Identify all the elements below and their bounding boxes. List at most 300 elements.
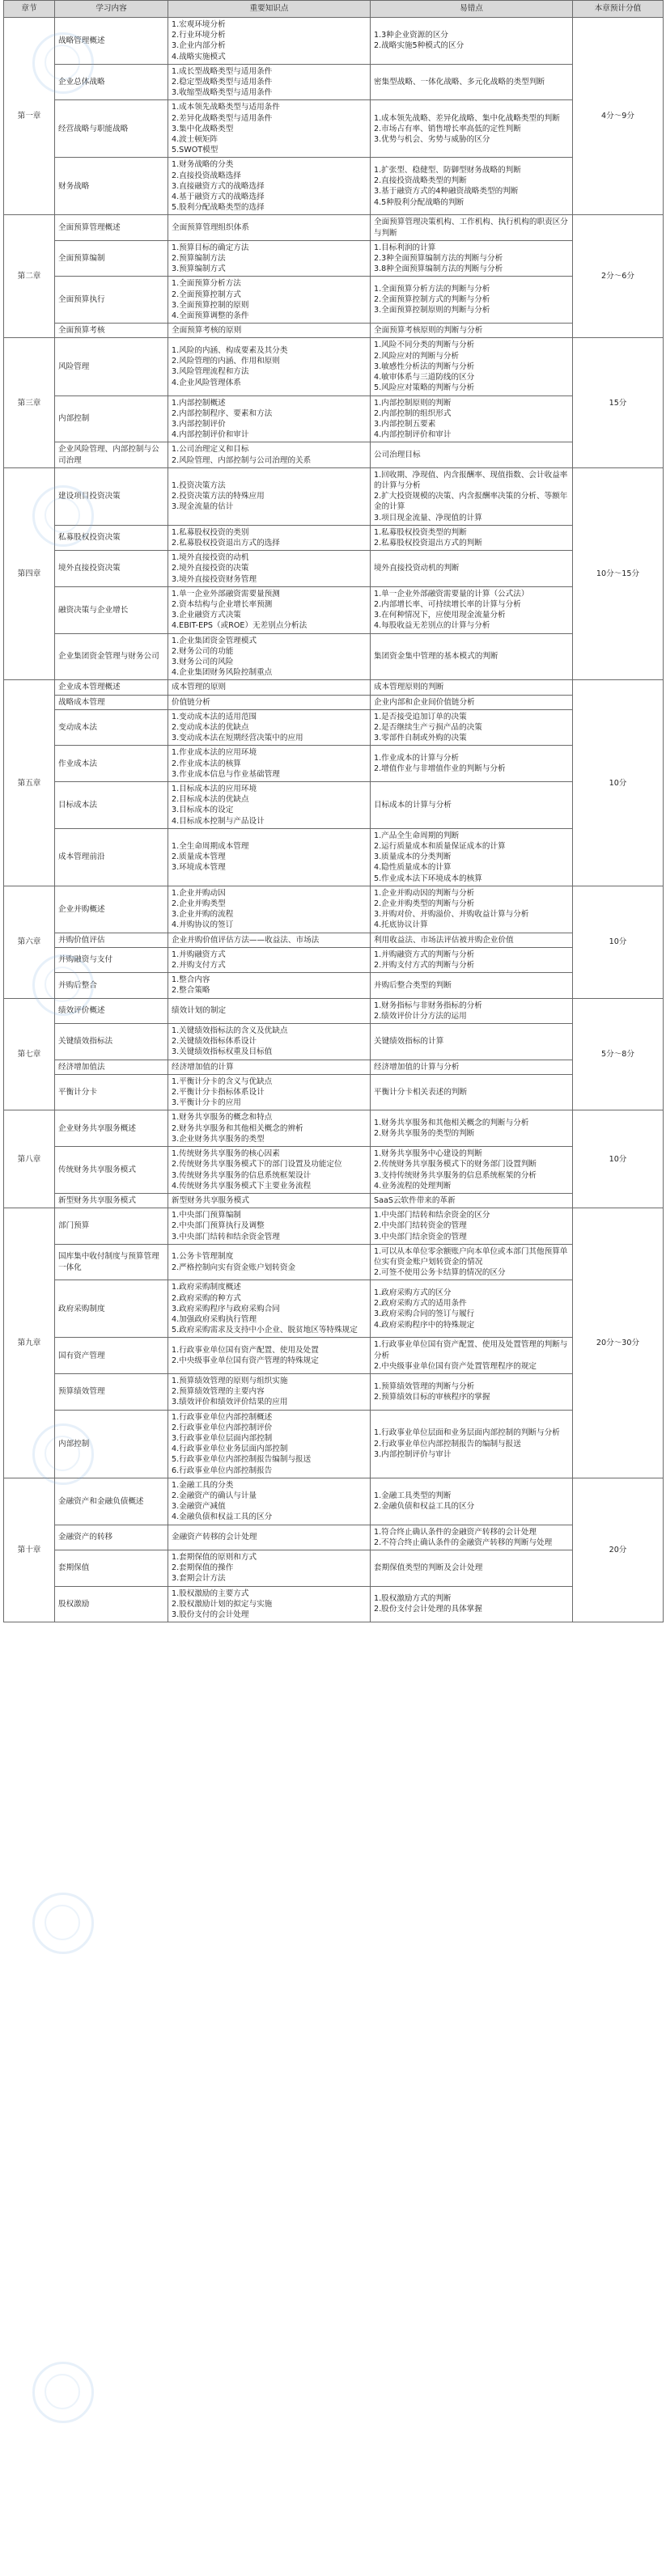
key-point-line: 3.财务公司的风险 xyxy=(172,657,234,666)
key-point-line: 3.股份支付的会计处理 xyxy=(172,1610,249,1620)
error-point-line: 2.战略实施5种模式的区分 xyxy=(374,41,465,51)
key-point-line: 1.关键绩效指标法的含义及优缺点 xyxy=(172,1026,288,1036)
topic-cell: 企业财务共享服务概述 xyxy=(55,1110,168,1147)
key-point-line: 2.预算编制方法 xyxy=(172,254,226,264)
key-point-line: 4.波士顿矩阵 xyxy=(172,135,218,145)
topic-cell: 全面预算执行 xyxy=(55,277,168,324)
score-cell: 2分～6分 xyxy=(573,215,664,338)
error-point-line: 1.符合终止确认条件的金融资产转移的会计处理 xyxy=(374,1527,537,1537)
key-points-cell xyxy=(168,1586,371,1622)
key-point-line: 2.境外直接投资的决策 xyxy=(172,564,249,573)
table-row xyxy=(4,633,664,680)
key-point-line: 3.收缩型战略类型与适用条件 xyxy=(172,88,273,98)
key-points-cell xyxy=(168,18,371,65)
error-point-line: 集团资金集中管理的基本模式的判断 xyxy=(374,652,498,662)
key-point-line: 3.作业成本信息与作业基础管理 xyxy=(172,769,280,779)
key-points-cell xyxy=(168,442,371,467)
error-point-line: 利用收益法、市场法评估被并购企业价值 xyxy=(374,935,514,945)
header-topic: 学习内容 xyxy=(55,1,168,18)
table-row xyxy=(4,277,664,324)
error-points-cell xyxy=(371,633,573,680)
chapter-cell: 第三章 xyxy=(4,338,55,467)
key-points-cell xyxy=(168,1525,371,1550)
key-points-cell xyxy=(168,680,371,695)
error-points-cell xyxy=(371,324,573,338)
key-point-line: 1.财务战略的分类 xyxy=(172,160,234,170)
key-point-line: 1.并购融资方式 xyxy=(172,950,226,959)
study-plan-table xyxy=(3,0,664,1622)
table-row xyxy=(4,782,664,829)
error-point-line: 3.8种全面预算编制方法的判断与分析 xyxy=(374,264,503,274)
key-points-cell xyxy=(168,525,371,550)
error-point-line: 1.私募股权投资类型的判断 xyxy=(374,527,467,537)
error-point-line: 4.政府采购程序中的特殊规定 xyxy=(374,1320,475,1330)
chapter-cell: 第一章 xyxy=(4,18,55,215)
error-point-line: 1.风险不同分类的判断与分析 xyxy=(374,341,475,350)
table-row xyxy=(4,467,664,525)
key-point-line: 2.政府采购的种方式 xyxy=(172,1293,241,1303)
chapter-cell: 第五章 xyxy=(4,680,55,886)
topic-cell: 经营战略与职能战略 xyxy=(55,100,168,158)
topic-cell: 全面预算管理概述 xyxy=(55,215,168,240)
error-point-line: 3.内部控制评价与审计 xyxy=(374,1449,452,1459)
error-point-line: 经济增加值的计算与分析 xyxy=(374,1062,460,1072)
key-point-line: 3.变动成本法在短期经营决策中的应用 xyxy=(172,734,303,743)
chapter-cell: 第二章 xyxy=(4,215,55,338)
error-points-cell xyxy=(371,338,573,395)
key-points-cell xyxy=(168,886,371,933)
error-point-line: 3.全面预算控制原则的判断与分析 xyxy=(374,306,490,315)
topic-cell: 建设项目投资决策 xyxy=(55,467,168,525)
table-row xyxy=(4,1110,664,1147)
key-points-cell xyxy=(168,1373,371,1410)
key-point-line: 4.企业风险管理体系 xyxy=(172,378,241,387)
table-row xyxy=(4,395,664,442)
key-point-line: 3.传统财务共享服务的信息系统框架设计 xyxy=(172,1170,312,1180)
chapter-cell: 第七章 xyxy=(4,998,55,1110)
key-points-cell xyxy=(168,1147,371,1194)
error-points-cell xyxy=(371,782,573,829)
error-points-cell xyxy=(371,680,573,695)
key-point-line: 4.战略实施模式 xyxy=(172,52,226,61)
table-row xyxy=(4,933,664,947)
error-point-line: 2.风险应对的判断与分析 xyxy=(374,351,460,361)
topic-cell: 传统财务共享服务模式 xyxy=(55,1147,168,1194)
score-cell: 4分～9分 xyxy=(573,18,664,215)
key-points-cell xyxy=(168,1410,371,1478)
key-point-line: 2.风险管理的内涵、作用和原则 xyxy=(172,357,280,366)
error-point-line: 4.5种股利分配战略的判断 xyxy=(374,197,465,207)
key-point-line: 1.变动成本法的适用范围 xyxy=(172,712,257,721)
key-points-cell xyxy=(168,633,371,680)
key-point-line: 2.中央部门预算执行及调整 xyxy=(172,1221,265,1231)
error-points-cell xyxy=(371,551,573,587)
key-point-line: 3.目标成本的设定 xyxy=(172,806,234,815)
key-point-line: 2.整合策略 xyxy=(172,986,210,996)
error-points-cell xyxy=(371,395,573,442)
error-points-cell xyxy=(371,586,573,633)
key-point-line: 1.平衡计分卡的含义与优缺点 xyxy=(172,1077,273,1086)
key-point-line: 3.直接融资方式的战略选择 xyxy=(172,181,265,191)
key-points-cell xyxy=(168,746,371,782)
key-point-line: 4.目标成本控制与产品设计 xyxy=(172,816,265,826)
key-point-line: 2.差异化战略类型与适用条件 xyxy=(172,113,273,123)
error-points-cell xyxy=(371,886,573,933)
table-row xyxy=(4,1024,664,1060)
table-row xyxy=(4,680,664,695)
error-point-line: 4.业务流程的处理判断 xyxy=(374,1181,452,1191)
error-point-line: 2.全面预算控制方式的判断与分析 xyxy=(374,295,490,305)
error-points-cell xyxy=(371,1147,573,1194)
key-point-line: 1.投资决策方法 xyxy=(172,480,226,490)
topic-cell: 并购后整合 xyxy=(55,973,168,998)
key-point-line: 4.行政事业单位业务层面内部控制 xyxy=(172,1445,288,1454)
error-point-line: 3.零部件自制或外购的决策 xyxy=(374,734,467,743)
error-points-cell xyxy=(371,1478,573,1525)
key-point-line: 1.金融工具的分类 xyxy=(172,1480,234,1490)
header-error-points: 易错点 xyxy=(371,1,573,18)
topic-cell: 国有资产管理 xyxy=(55,1338,168,1374)
key-point-line: 1.传统财务共享服务的核心因素 xyxy=(172,1149,280,1159)
key-point-line: 2.内部控制程序、要素和方法 xyxy=(172,408,273,418)
error-point-line: 3.政府采购合同的签订与履行 xyxy=(374,1309,475,1319)
key-point-line: 2.资本结构与企业增长率预测 xyxy=(172,599,273,609)
error-point-line: 套期保值类型的判断及会计处理 xyxy=(374,1563,483,1573)
key-point-line: 1.企业并购动因 xyxy=(172,888,226,898)
error-point-line: 1.行政事业单位层面和业务层面内部控制的判断与分析 xyxy=(374,1428,560,1438)
key-points-cell xyxy=(168,695,371,709)
error-point-line: 成本管理原则的判断 xyxy=(374,683,444,692)
error-point-line: 3.敏感性分析法的判断与分析 xyxy=(374,362,475,371)
error-point-line: 2.市场占有率、销售增长率高低的定性判断 xyxy=(374,124,521,133)
key-point-line: 企业并购价值评估方法——收益法、市场法 xyxy=(172,935,320,945)
error-point-line: 1.作业成本的计算与分析 xyxy=(374,753,460,763)
key-point-line: 1.单一企业外部融资需要量预测 xyxy=(172,589,280,599)
table-row xyxy=(4,338,664,395)
key-point-line: 2.平衡计分卡指标体系设计 xyxy=(172,1088,265,1098)
score-cell: 10分～15分 xyxy=(573,467,664,680)
key-points-cell xyxy=(168,551,371,587)
error-point-line: 4.内部控制评价和审计 xyxy=(374,430,452,440)
error-points-cell xyxy=(371,158,573,215)
error-points-cell xyxy=(371,1525,573,1550)
key-point-line: 5.SWOT模型 xyxy=(172,146,218,155)
error-point-line: 1.内部控制原则的判断 xyxy=(374,398,452,408)
key-point-line: 4.企业集团财务风险控制重点 xyxy=(172,668,273,678)
key-point-line: 3.企业内部分析 xyxy=(172,41,226,51)
error-point-line: 3.项目现金流量、净现值的计算 xyxy=(374,513,482,522)
error-points-cell xyxy=(371,1074,573,1110)
key-point-line: 4.基于融资方式的战略选择 xyxy=(172,192,265,202)
error-point-line: 1.企业并购动因的判断与分析 xyxy=(374,888,475,898)
header-score: 本章预计分值 xyxy=(573,1,664,18)
key-point-line: 1.预算绩效管理的原则与组织实施 xyxy=(172,1376,288,1385)
error-point-line: 2.并购支付方式的判断与分析 xyxy=(374,961,475,971)
table-row xyxy=(4,1410,664,1478)
key-point-line: 4.全面预算调整的条件 xyxy=(172,311,249,321)
key-point-line: 1.财务共享服务的概念和特点 xyxy=(172,1113,273,1123)
error-point-line: 关键绩效指标的计算 xyxy=(374,1037,444,1047)
table-row xyxy=(4,1060,664,1074)
error-points-cell xyxy=(371,709,573,746)
key-points-cell xyxy=(168,1074,371,1110)
key-point-line: 3.内部控制评价 xyxy=(172,419,226,429)
error-point-line: 3.优势与机会、劣势与威胁的区分 xyxy=(374,135,490,145)
error-points-cell xyxy=(371,240,573,277)
topic-cell: 作业成本法 xyxy=(55,746,168,782)
score-cell: 15分 xyxy=(573,338,664,467)
table-row xyxy=(4,1338,664,1374)
key-points-cell xyxy=(168,64,371,100)
error-point-line: 2.预算绩效目标的审核程序的掌握 xyxy=(374,1392,490,1402)
error-point-line: 2.是否继续生产亏损产品的决策 xyxy=(374,722,482,732)
table-row xyxy=(4,1074,664,1110)
key-points-cell xyxy=(168,158,371,215)
key-point-line: 2.股权激励计划的拟定与实施 xyxy=(172,1599,273,1609)
key-point-line: 2.关键绩效指标体系设计 xyxy=(172,1037,257,1047)
key-points-cell xyxy=(168,215,371,240)
topic-cell: 融资决策与企业增长 xyxy=(55,586,168,633)
chapter-cell: 第六章 xyxy=(4,886,55,998)
key-points-cell xyxy=(168,1338,371,1374)
key-point-line: 4.加强政府采购执行管理 xyxy=(172,1314,257,1324)
key-point-line: 1.政府采购制度概述 xyxy=(172,1283,241,1292)
topic-cell: 变动成本法 xyxy=(55,709,168,746)
key-points-cell xyxy=(168,933,371,947)
table-row xyxy=(4,240,664,277)
key-points-cell xyxy=(168,782,371,829)
error-point-line: 3.在何种情况下，应使用现金流量分析 xyxy=(374,611,506,620)
error-point-line: 1.全面预算分析方法的判断与分析 xyxy=(374,285,490,294)
error-point-line: 企业内部和企业间价值链分析 xyxy=(374,697,475,707)
key-points-cell xyxy=(168,395,371,442)
key-point-line: 3.境外直接投资财务管理 xyxy=(172,574,257,584)
error-point-line: 3.中央部门结余资金的管理 xyxy=(374,1232,467,1241)
key-point-line: 2.目标成本法的优缺点 xyxy=(172,795,249,805)
error-point-line: 2.私募股权投资退出方式的判断 xyxy=(374,538,482,548)
error-point-line: 1.中央部门结转和结余资金的区分 xyxy=(374,1211,490,1220)
error-point-line: 4.隐性质量成本的计算 xyxy=(374,863,452,873)
table-row xyxy=(4,886,664,933)
error-points-cell xyxy=(371,828,573,886)
key-point-line: 2.变动成本法的优缺点 xyxy=(172,722,249,732)
key-point-line: 全面预算管理组织体系 xyxy=(172,223,249,233)
key-point-line: 3.现金流量的估计 xyxy=(172,502,234,512)
key-point-line: 2.直接投资战略选择 xyxy=(172,171,241,180)
key-points-cell xyxy=(168,828,371,886)
error-point-line: 全面预算考核原则的判断与分析 xyxy=(374,326,483,336)
key-point-line: 1.宏观环境分析 xyxy=(172,20,226,29)
key-point-line: 3.行政事业单位层面内部控制 xyxy=(172,1433,273,1443)
topic-cell: 股权激励 xyxy=(55,1586,168,1622)
error-point-line: 2.中央部门结转资金的管理 xyxy=(374,1221,467,1231)
topic-cell: 企业总体战略 xyxy=(55,64,168,100)
topic-cell: 并购价值评估 xyxy=(55,933,168,947)
error-points-cell xyxy=(371,1410,573,1478)
key-point-line: 2.作业成本法的核算 xyxy=(172,759,241,768)
table-row xyxy=(4,551,664,587)
key-point-line: 2.私募股权投资退出方式的选择 xyxy=(172,538,280,548)
key-points-cell xyxy=(168,1193,371,1208)
error-point-line: 1.3种企业资源的区分 xyxy=(374,31,449,40)
key-points-cell xyxy=(168,1208,371,1245)
key-point-line: 1.行政事业单位内部控制概述 xyxy=(172,1412,273,1422)
key-point-line: 3.环境成本管理 xyxy=(172,863,226,873)
error-point-line: 公司治理目标 xyxy=(374,450,421,459)
key-point-line: 2.并购支付方式 xyxy=(172,961,226,971)
error-point-line: 1.回收期、净现值、内含报酬率、现值指数、会计收益率的计算与分析 xyxy=(374,470,568,490)
error-point-line: 1.财务指标与非财务指标的分析 xyxy=(374,1000,482,1010)
table-row xyxy=(4,998,664,1023)
key-point-line: 2.企业并购类型 xyxy=(172,899,226,909)
key-point-line: 1.内部控制概述 xyxy=(172,398,226,408)
key-point-line: 成本管理的原则 xyxy=(172,683,227,692)
key-point-line: 经济增加值的计算 xyxy=(172,1062,234,1072)
key-point-line: 1.套期保值的原则和方式 xyxy=(172,1553,257,1562)
key-point-line: 5.股利分配战略类型的选择 xyxy=(172,203,265,213)
error-point-line: 全面预算管理决策机构、工作机构、执行机构的职责区分与判断 xyxy=(374,218,568,238)
error-point-line: 1.财务共享服务和其他相关概念的判断与分析 xyxy=(374,1119,529,1128)
key-point-line: 2.严格控制向实有资金账户划转资金 xyxy=(172,1263,296,1272)
table-row xyxy=(4,1478,664,1525)
error-point-line: 3.质量成本的分类判断 xyxy=(374,852,452,862)
table-body xyxy=(4,18,664,1622)
error-point-line: 2.股份支付会计处理的具体掌握 xyxy=(374,1605,482,1614)
error-points-cell xyxy=(371,1193,573,1208)
topic-cell: 成本管理前沿 xyxy=(55,828,168,886)
key-point-line: 价值链分析 xyxy=(172,697,210,707)
key-points-cell xyxy=(168,709,371,746)
error-points-cell xyxy=(371,1338,573,1374)
error-points-cell xyxy=(371,1208,573,1245)
table-row xyxy=(4,1373,664,1410)
error-point-line: 4.托底协议计算 xyxy=(374,920,428,930)
score-cell: 10分 xyxy=(573,680,664,886)
key-point-line: 4.内部控制评价和审计 xyxy=(172,430,249,440)
score-cell: 20分 xyxy=(573,1478,664,1622)
error-point-line: 1.产品全生命周期的判断 xyxy=(374,831,460,840)
key-points-cell xyxy=(168,1244,371,1280)
key-point-line: 3.绩效评价和绩效评价结果的应用 xyxy=(172,1398,288,1407)
key-points-cell xyxy=(168,1060,371,1074)
topic-cell: 并购融资与支付 xyxy=(55,947,168,972)
key-point-line: 2.行政事业单位内部控制评价 xyxy=(172,1423,273,1432)
chapter-cell: 第十章 xyxy=(4,1478,55,1622)
table-row xyxy=(4,1586,664,1622)
topic-cell: 全面预算考核 xyxy=(55,324,168,338)
table-row xyxy=(4,215,664,240)
chapter-cell: 第八章 xyxy=(4,1110,55,1208)
topic-cell: 套期保值 xyxy=(55,1550,168,1587)
watermark-logo xyxy=(32,2362,94,2423)
key-point-line: 2.财务公司的功能 xyxy=(172,646,234,656)
table-row xyxy=(4,828,664,886)
key-points-cell xyxy=(168,100,371,158)
error-points-cell xyxy=(371,1586,573,1622)
key-point-line: 1.私募股权投资的类别 xyxy=(172,527,249,537)
topic-cell: 内部控制 xyxy=(55,1410,168,1478)
key-point-line: 金融资产转移的会计处理 xyxy=(172,1533,257,1542)
key-points-cell xyxy=(168,1478,371,1525)
key-point-line: 2.质量成本管理 xyxy=(172,852,226,862)
error-point-line: 境外直接投资动机的判断 xyxy=(374,564,460,573)
table-row xyxy=(4,695,664,709)
error-points-cell xyxy=(371,18,573,65)
error-point-line: 1.预算绩效管理的判断与分析 xyxy=(374,1381,475,1391)
key-point-line: 1.公务卡管理制度 xyxy=(172,1252,234,1262)
error-point-line: 2.政府采购方式的适用条件 xyxy=(374,1299,467,1309)
key-point-line: 1.企业集团资金管理模式 xyxy=(172,636,257,645)
error-points-cell xyxy=(371,1024,573,1060)
error-point-line: 2.增值作业与非增值作业的判断与分析 xyxy=(374,764,506,774)
error-point-line: 2.传统财务共享服务模式下的财务部门设置判断 xyxy=(374,1160,537,1170)
table-row xyxy=(4,709,664,746)
error-point-line: 4.敏审体系与三道防线的区分 xyxy=(374,373,475,383)
error-point-line: 2.中央级事业单位国有资产处置管理程序的规定 xyxy=(374,1361,537,1371)
error-points-cell xyxy=(371,100,573,158)
error-point-line: 2.行政事业单位内部控制报告的编制与报送 xyxy=(374,1439,521,1449)
score-cell: 5分～8分 xyxy=(573,998,664,1110)
key-points-cell xyxy=(168,947,371,972)
error-point-line: 2.直接投资战略类型的判断 xyxy=(374,176,467,186)
error-point-line: 1.成本领先战略、差异化战略、集中化战略类型的判断 xyxy=(374,113,560,123)
table-row xyxy=(4,1550,664,1587)
key-point-line: 3.金融资产减值 xyxy=(172,1502,226,1512)
error-points-cell xyxy=(371,277,573,324)
error-points-cell xyxy=(371,467,573,525)
error-point-line: 1.扩张型、稳健型、防御型财务战略的判断 xyxy=(374,166,521,176)
key-point-line: 1.目标成本法的应用环境 xyxy=(172,785,257,793)
table-row xyxy=(4,1147,664,1194)
topic-cell: 财务战略 xyxy=(55,158,168,215)
table-row xyxy=(4,947,664,972)
key-point-line: 3.风险管理流程和方法 xyxy=(172,367,249,377)
table-row xyxy=(4,324,664,338)
key-points-cell xyxy=(168,338,371,395)
key-point-line: 1.成长型战略类型与适用条件 xyxy=(172,66,273,76)
key-points-cell xyxy=(168,1110,371,1147)
error-point-line: 3.并购对价、并购溢价、并购收益计算与分析 xyxy=(374,910,529,920)
key-point-line: 1.公司治理定义和目标 xyxy=(172,445,249,455)
error-point-line: 1.单一企业外部融资需要量的计算（公式法） xyxy=(374,589,529,599)
error-points-cell xyxy=(371,1280,573,1338)
header-key-points: 重要知识点 xyxy=(168,1,371,18)
chapter-cell: 第四章 xyxy=(4,467,55,680)
topic-cell: 私募股权投资决策 xyxy=(55,525,168,550)
key-point-line: 2.套期保值的操作 xyxy=(172,1563,234,1573)
key-point-line: 2.中央级事业单位国有资产管理的特殊规定 xyxy=(172,1356,319,1366)
key-point-line: 3.预算编制方式 xyxy=(172,264,226,274)
error-point-line: 2.内部增长率、可持续增长率的计算与分析 xyxy=(374,599,521,609)
key-point-line: 全面预算考核的原则 xyxy=(172,326,242,336)
table-row xyxy=(4,746,664,782)
key-points-cell xyxy=(168,467,371,525)
key-points-cell xyxy=(168,973,371,998)
topic-cell: 政府采购制度 xyxy=(55,1280,168,1338)
key-point-line: 5.政府采购需求及支持中小企业、脱贫地区等特殊规定 xyxy=(172,1326,358,1335)
table-row xyxy=(4,100,664,158)
score-cell: 10分 xyxy=(573,1110,664,1208)
key-point-line: 3.企业融资方式决策 xyxy=(172,611,241,620)
header-row xyxy=(4,1,664,18)
topic-cell: 企业集团资金管理与财务公司 xyxy=(55,633,168,680)
error-point-line: 平衡计分卡相关表述的判断 xyxy=(374,1088,468,1098)
error-points-cell xyxy=(371,64,573,100)
key-point-line: 4.EBIT-EPS（或ROE）无差别点分析法 xyxy=(172,621,308,631)
topic-cell: 战略管理概述 xyxy=(55,18,168,65)
table-row xyxy=(4,973,664,998)
error-points-cell xyxy=(371,442,573,467)
